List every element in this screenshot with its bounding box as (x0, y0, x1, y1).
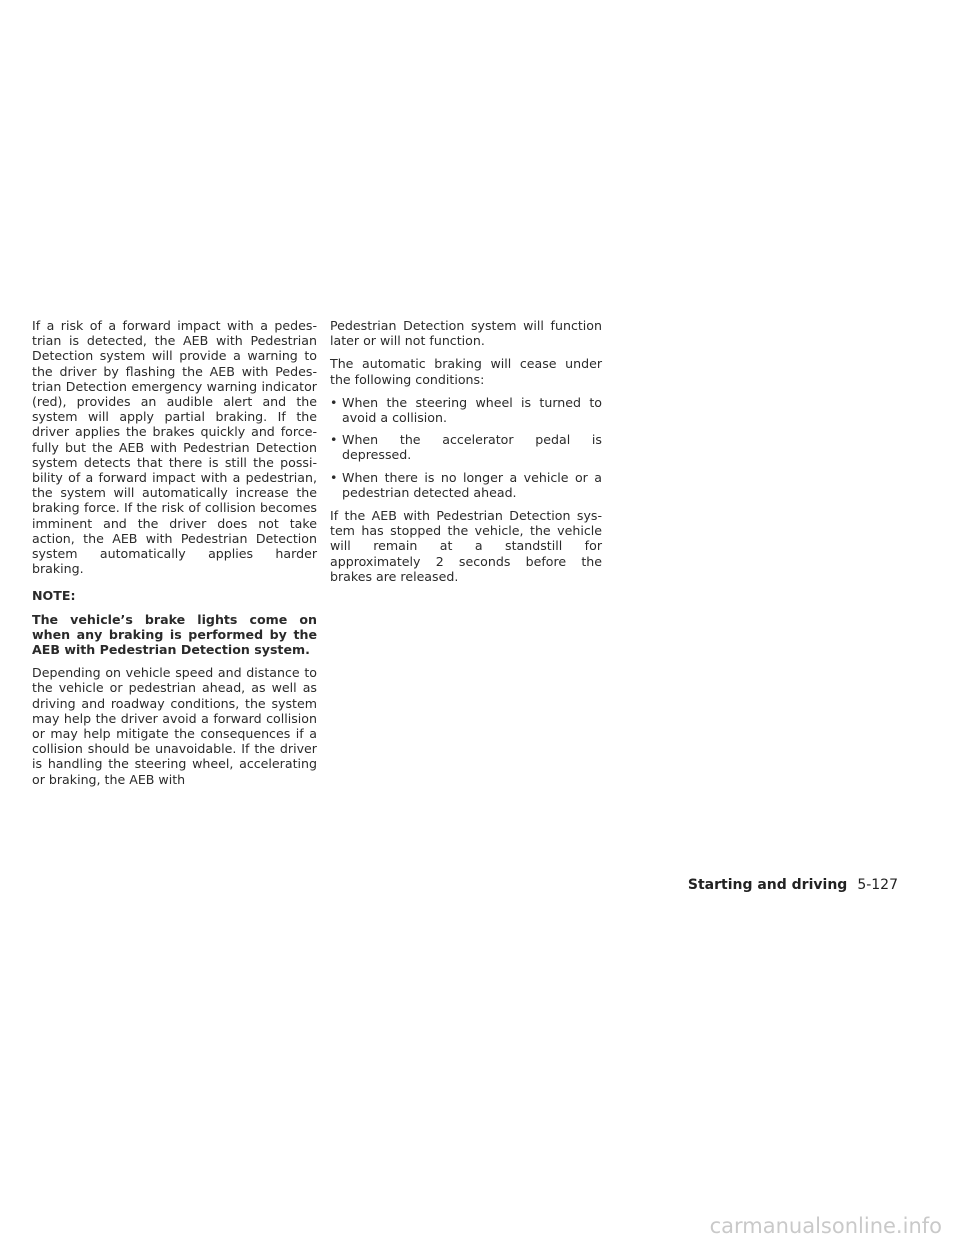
page-footer (688, 877, 898, 893)
continuation-paragraph: Pedestrian Detection system will function later or will not function. (330, 318, 602, 349)
cease-conditions-list (330, 395, 602, 500)
left-column (32, 318, 317, 795)
list-item-text: When the accelerator pedal is depressed. (342, 432, 602, 463)
conditions-paragraph: Depending on vehicle speed and distance to the vehicle or pedestrian ahead, as well as driving and roadway conditions, the system may help the driver avoid a forward collision or may help mitigate the consequences if a collision should be unavoidable. If the driver is handling the steering wheel, accelerating or braking, the AEB with (32, 665, 317, 787)
page-number: 5-127 (857, 877, 898, 893)
section-title: Starting and driving (687, 877, 848, 893)
right-column (330, 318, 602, 592)
watermark-text: carmanualsonline.info (709, 1214, 942, 1238)
bullet-icon: • (330, 394, 338, 410)
list-item (330, 432, 602, 462)
list-item-text: When the steering wheel is turned to avoid a collision. (342, 394, 602, 426)
bullet-icon: • (330, 469, 338, 485)
cease-conditions-intro: The automatic braking will cease under the following conditions: (330, 356, 602, 387)
standstill-paragraph: If the AEB with Pedestrian Detection system has stopped the vehicle, the vehicle will remain at a standstill for approximately 2 seconds before the brakes are released. (330, 508, 602, 584)
list-item (330, 470, 602, 500)
note-heading: NOTE: (32, 588, 76, 604)
list-item (330, 395, 602, 425)
intro-paragraph: If a risk of a forward impact with a pedestrian is detected, the AEB with Pedestrian Detection system will provide a warning to the driver by flashing the AEB with Pedestrian Detection emergency warning indicator (red), provides an audible alert and the system will apply partial braking. If the driver applies the brakes quickly and forcefully but the AEB with Pedestrian Detection system detects that there is still the possibility of a forward impact with a pedestrian, the system will automatically increase the braking force. If the risk of collision becomes imminent and the driver does not take action, the AEB with Pedestrian Detection system automatically applies harder braking. (32, 318, 317, 577)
note-body: The vehicle’s brake lights come on when any braking is performed by the AEB with Pedestrian Detection system. (32, 611, 317, 658)
bullet-icon: • (330, 432, 338, 448)
list-item-text: When there is no longer a vehicle or a pedestrian detected ahead. (342, 469, 602, 500)
